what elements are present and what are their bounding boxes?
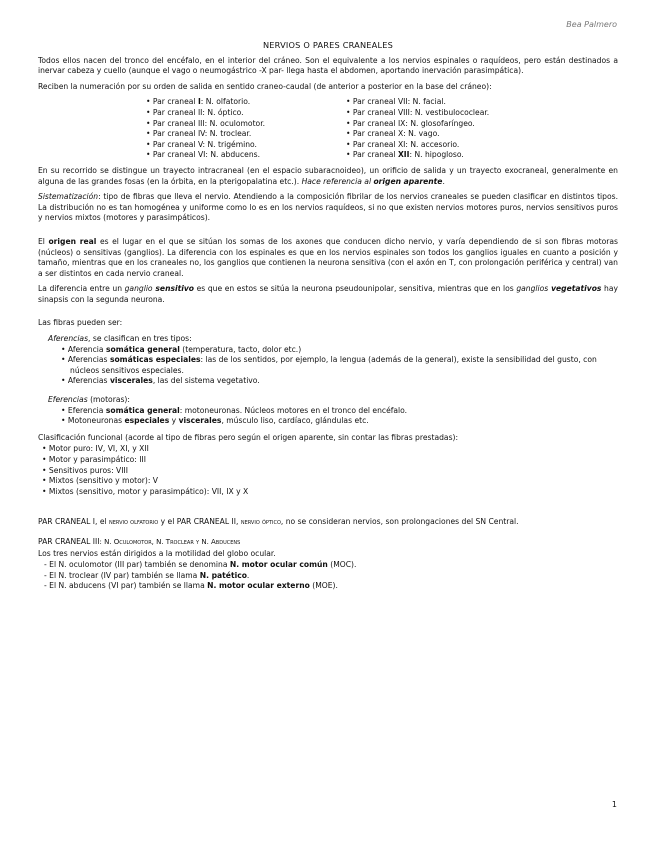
- list-item: • Par craneal VI: N. abducens.: [146, 150, 260, 160]
- author-header: Bea Palmero: [566, 20, 617, 29]
- numbering-paragraph: Reciben la numeración por su orden de salida en sentido craneo-caudal (de anterior a posterior en la base del cráneo):: [38, 81, 492, 91]
- page-title: NERVIOS O PARES CRANEALES: [262, 40, 394, 50]
- list-item: • Par craneal I: N. olfatorio.: [146, 97, 251, 107]
- recorrido-paragraph: En su recorrido se distingue un trayecto intracraneal (en el espacio subaracnoideo), un orificio de salida y un trayecto exocraneal, generalmente en alguna de las grandes fosas (en la órbita, en la pterigopalatina etc.). Hace referencia al origen aparente.: [38, 165, 618, 186]
- list-item: • Motoneuronas especiales y viscerales, músculo liso, cardíaco, glándulas etc.: [61, 416, 369, 426]
- list-item: • Mixtos (sensitivo y motor): V: [42, 476, 158, 486]
- sistematizacion-paragraph: Sistematización: tipo de fibras que lleva el nervio. Atendiendo a la composición fibrilar de los nervios craneales se pueden clasificar en distintos tipos. La distribución no es tan homogénea y uniforme como lo es en los nervios raquídeos, si no que existen nervios motores puros, nervios sensitivos puros y nervios mixtos (motores y parasimpáticos).: [38, 192, 618, 223]
- list-item: • Aferencias somáticas especiales: las de los sentidos, por ejemplo, la lengua (además de la general), existe la sensibilidad del gusto, con núcleos sensitivos especiales.: [61, 355, 597, 375]
- motilidad-paragraph: Los tres nervios están dirigidos a la motilidad del globo ocular.: [38, 548, 276, 558]
- eferencias-section: [48, 395, 618, 427]
- list-item: • Par craneal X: N. vago.: [346, 129, 440, 139]
- clasificacion-list: [38, 444, 618, 497]
- intro-paragraph: Todos ellos nacen del tronco del encéfalo, en el interior del cráneo. Son el equivalente a los nervios espinales o raquídeos, pero están destinados a inervar cabeza y cuello (aunque el vago o neumogástrico -X par- llega hasta el abdomen, aportando inervación parasimpática).: [38, 55, 618, 76]
- list-item: • Par craneal II: N. óptico.: [146, 107, 244, 117]
- list-item: • Eferencia somática general: motoneuronas. Núcleos motores en el tronco del encéfalo.: [61, 405, 408, 415]
- ganglios-paragraph: La diferencia entre un ganglio sensitivo es que en estos se sitúa la neurona pseudounipolar, sensitiva, mientras que en los ganglios vegetativos hay sinapsis con la segunda neurona.: [38, 284, 618, 304]
- list-item: • Par craneal IV: N. troclear.: [146, 129, 252, 139]
- list-item: • Par craneal XII: N. hipogloso.: [346, 150, 464, 160]
- list-item: • Aferencias viscerales, las del sistema vegetativo.: [61, 376, 260, 386]
- list-item: • Par craneal VII: N. facial.: [346, 97, 446, 107]
- page-number: 1: [611, 800, 617, 809]
- list-item: - El N. troclear (IV par) también se llama N. patético.: [44, 570, 250, 580]
- list-item: • Sensitivos puros: VIII: [42, 465, 128, 475]
- list-item: • Par craneal VIII: N. vestibulococlear.: [346, 107, 490, 117]
- pairs-column-right: [346, 97, 546, 161]
- list-item: • Motor puro: IV, VI, XI, y XII: [42, 444, 149, 454]
- list-item: • Par craneal V: N. trigémino.: [146, 139, 257, 149]
- list-item: • Par craneal III: N. oculomotor.: [146, 118, 266, 128]
- list-item: • Aferencia somática general (temperatura, tacto, dolor etc.): [61, 344, 302, 354]
- list-item: • Par craneal IX: N. glosofaríngeo.: [346, 118, 475, 128]
- clasificacion-paragraph: Clasificación funcional (acorde al tipo de fibras pero según el origen aparente, sin contar las fibras prestadas):: [38, 432, 459, 442]
- aferencias-heading: Aferencias, se clasifican en tres tipos:: [48, 334, 192, 344]
- origen-real-paragraph: El origen real es el lugar en el que se sitúan los somas de los axones que conducen dicho nervio, y varía dependiendo de si son fibras motoras (núcleos) o sensitivas (ganglios). La diferencia con los espinales es que en los nervios espinales son todos los ganglios iguales en cuanto a posición y tamaño, mientras que en los craneales no, los ganglios que contienen la neurona sensitiva (con el axón en T, con prolongación periférica y central) van a ser distintos en cada nervio craneal.: [38, 236, 618, 278]
- list-item: - El N. oculomotor (III par) también se denomina N. motor ocular común (MOC).: [44, 560, 357, 570]
- list-item: - El N. abducens (VI par) también se llama N. motor ocular externo (MOE).: [44, 581, 338, 591]
- par-iii-heading: PAR CRANEAL III: N. Oculomotor, N. Troclear y N. Abducens: [38, 536, 241, 546]
- list-item: • Motor y parasimpático: III: [42, 455, 146, 464]
- cranial-pairs-list: [146, 97, 618, 161]
- fibras-heading: Las fibras pueden ser:: [38, 318, 123, 328]
- pairs-column-left: [146, 97, 346, 161]
- par-i-ii-paragraph: PAR CRANEAL I, el nervio olfatorio y el PAR CRANEAL II, nervio óptico, no se consideran nervios, son prolongaciones del SN Central.: [38, 517, 519, 527]
- list-item: • Par craneal XI: N. accesorio.: [346, 139, 460, 149]
- eferencias-heading: Eferencias (motoras):: [48, 395, 130, 405]
- aferencias-section: [48, 334, 618, 387]
- document-body: [38, 40, 618, 592]
- list-item: • Mixtos (sensitivo, motor y parasimpático): VII, IX y X: [42, 486, 249, 496]
